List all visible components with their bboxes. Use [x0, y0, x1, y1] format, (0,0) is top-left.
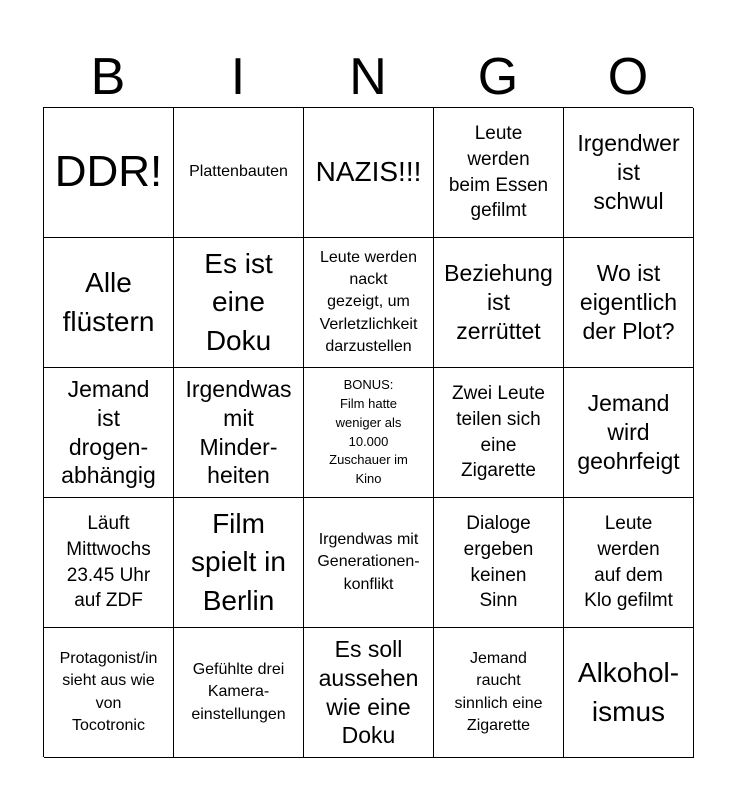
cell-text: Dialoge ergeben keinen Sinn: [463, 513, 534, 612]
cell-text: Alkohol- ismus: [577, 656, 680, 727]
bingo-cell[interactable]: [434, 628, 564, 758]
bingo-cell[interactable]: [304, 628, 434, 758]
cell-text: Plattenbauten: [189, 163, 288, 181]
cell-text: Gefühlte drei Kamera- einstellungen: [191, 660, 286, 723]
bingo-cell[interactable]: [564, 498, 694, 628]
cell-text: Es soll aussehen wie eine Doku: [318, 636, 419, 749]
bingo-cell[interactable]: [564, 628, 694, 758]
bingo-cell[interactable]: [174, 498, 304, 628]
bingo-cell[interactable]: [434, 238, 564, 368]
cell-text: Jemand wird geohrfeigt: [577, 390, 680, 474]
cell-text: Leute werden auf dem Klo gefilmt: [584, 513, 673, 612]
cell-text: Jemand ist drogen- abhängig: [61, 376, 156, 489]
cell-text: Irgendwas mit Generationen- konflikt: [317, 530, 420, 593]
bingo-cell-bonus[interactable]: [304, 368, 434, 498]
cell-text: Wo ist eigentlich der Plot?: [579, 260, 678, 344]
bingo-cell[interactable]: [44, 368, 174, 498]
cell-text: Protagonist/in sieht aus wie von Tocotronic: [59, 649, 158, 734]
header-letter-g: G: [477, 48, 519, 106]
bingo-cell[interactable]: [304, 108, 434, 238]
cell-text: Jemand raucht sinnlich eine Zigarette: [454, 649, 543, 734]
bingo-cell[interactable]: [44, 628, 174, 758]
bingo-cell[interactable]: [304, 238, 434, 368]
bingo-cell[interactable]: [44, 238, 174, 368]
header-letter-b: B: [90, 48, 126, 106]
header-letter-o: O: [607, 48, 649, 106]
header-letter-i: I: [230, 48, 246, 106]
cell-text: BONUS: Film hatte weniger als 10.000 Zuschauer im Kino: [329, 376, 408, 487]
cell-text: Läuft Mittwochs 23.45 Uhr auf ZDF: [66, 513, 151, 612]
cell-text: NAZIS!!!: [315, 156, 422, 188]
bingo-cell[interactable]: [174, 108, 304, 238]
header-letter-n: N: [349, 48, 387, 106]
cell-text: Zwei Leute teilen sich eine Zigarette: [452, 383, 545, 482]
bingo-cell[interactable]: [174, 368, 304, 498]
bingo-cell[interactable]: [434, 368, 564, 498]
bingo-cell[interactable]: [44, 108, 174, 238]
cell-text: Leute werden beim Essen gefilmt: [448, 123, 549, 222]
bingo-cell[interactable]: [174, 628, 304, 758]
bingo-cell[interactable]: [434, 498, 564, 628]
cell-text: Irgendwas mit Minder- heiten: [185, 376, 292, 489]
cell-text: Irgendwer ist schwul: [577, 130, 680, 214]
cell-text: Film spielt in Berlin: [191, 507, 286, 616]
bingo-cell[interactable]: [564, 238, 694, 368]
bingo-board: [43, 107, 693, 757]
cell-text: Leute werden nackt gezeigt, um Verletzlichkeit darzustellen: [319, 248, 418, 356]
cell-text: Es ist eine Doku: [204, 247, 273, 356]
bingo-cell[interactable]: [564, 108, 694, 238]
cell-text: Alle flüstern: [62, 266, 155, 337]
bingo-cell[interactable]: [434, 108, 564, 238]
cell-text: DDR!: [54, 147, 163, 197]
cell-text: Beziehung ist zerrüttet: [444, 260, 553, 344]
bingo-header: [43, 42, 693, 108]
bingo-cell[interactable]: [304, 498, 434, 628]
bingo-cell[interactable]: [44, 498, 174, 628]
bingo-cell[interactable]: [564, 368, 694, 498]
bingo-cell[interactable]: [174, 238, 304, 368]
